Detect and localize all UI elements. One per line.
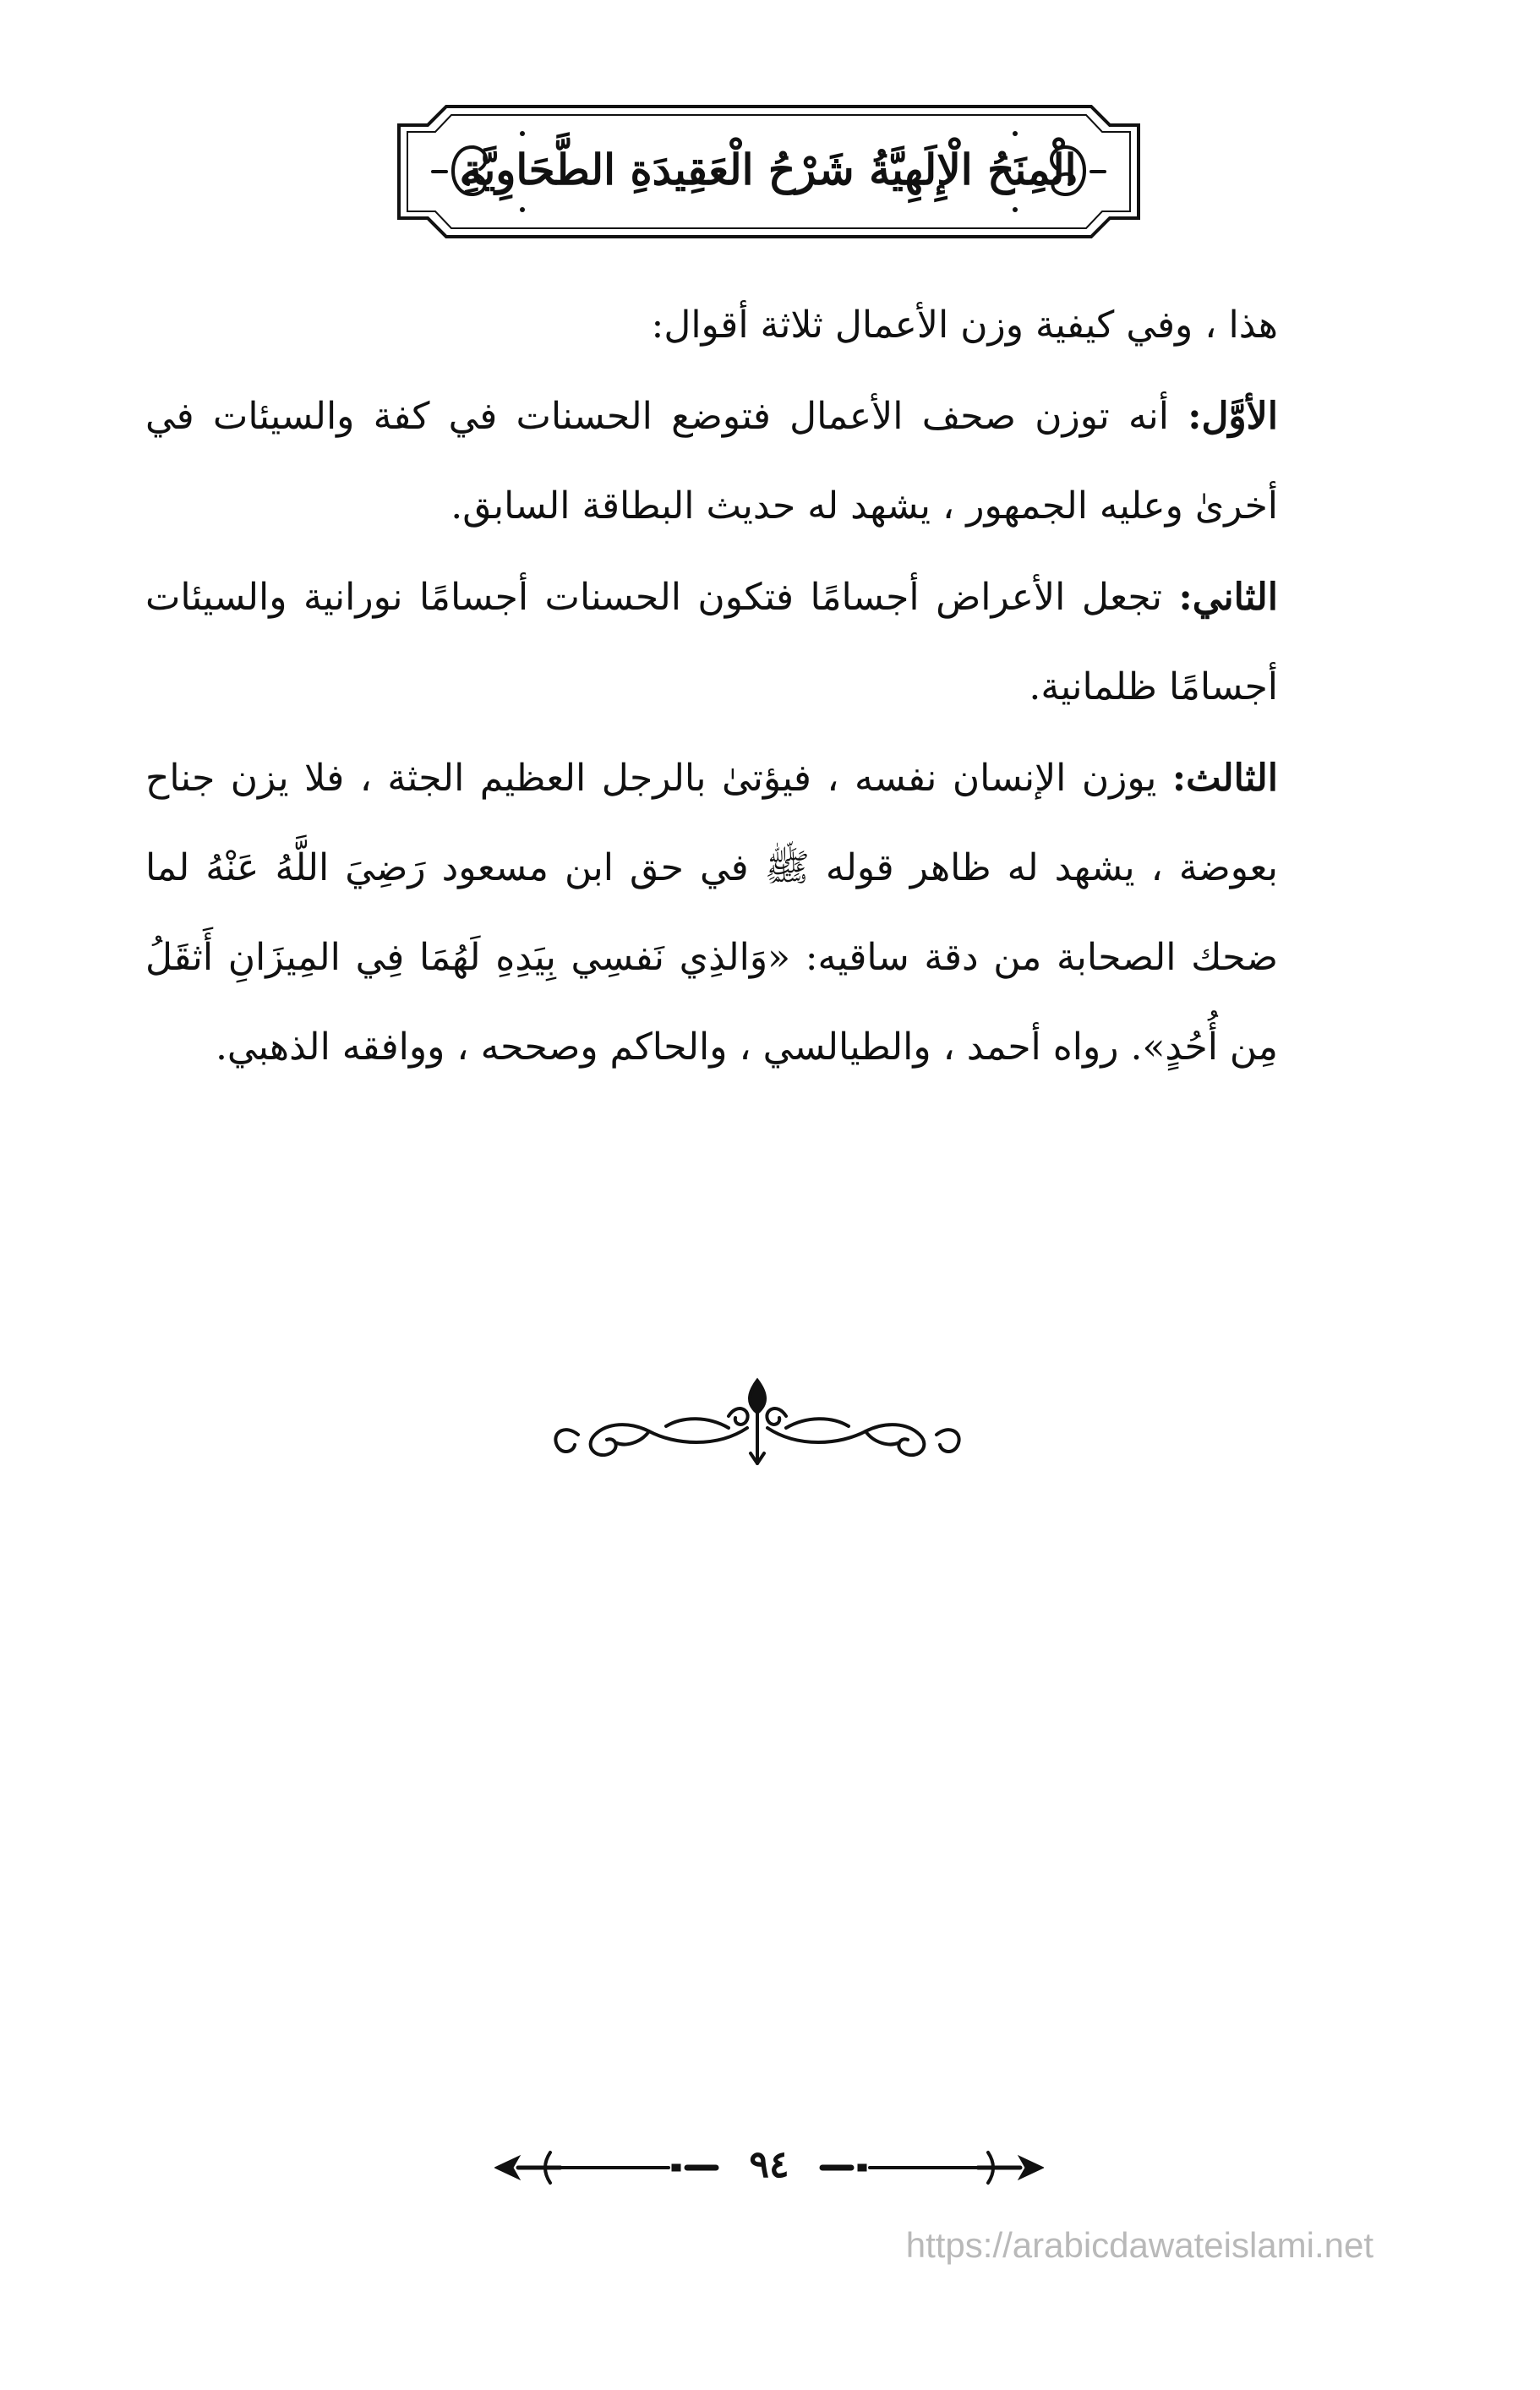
intro-text: هذا ، وفي كيفية وزن الأعمال ثلاثة أقوال:: [651, 304, 1278, 347]
third-opinion-term: الثالث:: [1171, 757, 1278, 800]
second-opinion-term: الثاني:: [1178, 576, 1278, 619]
second-opinion-paragraph: [145, 553, 1278, 732]
source-watermark: https://arabicdawateislami.net: [905, 2225, 1373, 2265]
third-opinion-text: يوزن الإنسان نفسه ، فيؤتىٰ بالرجل العظيم الجثة ، فلا يزن جناح بعوضة ، يشهد له ظاهر قوله ﷺ في حق ابن مسعود رَضِيَ اللَّهُ عَنْهُ لما ضحك الصحابة من دقة ساقيه: «وَالذِي نَفسِي بِيَدِهِ لَهُمَا فِي المِيزَانِ أَثقَلُ مِن أُحُدٍ». رواه أحمد ، والطيالسي ، والحاكم وصححه ، ووافقه الذهبي.: [145, 757, 1278, 1069]
page-body: [145, 281, 1278, 1094]
section-divider-ornament: [548, 1365, 967, 1475]
header-frame: [396, 103, 1142, 240]
book-title: الْمِنَحُ الْإِلَهِيَّةُ شَرْحُ الْعَقِيدَةِ الطَّحَاوِيَّةِ: [461, 145, 1077, 194]
intro-paragraph: [145, 281, 1278, 370]
page-number: ٩٤: [749, 2143, 789, 2186]
first-opinion-text: أنه توزن صحف الأعمال فتوضع الحسنات في كفة والسيئات في أخرىٰ وعليه الجمهور ، يشهد له حديث البطاقة السابق.: [145, 395, 1278, 528]
second-opinion-text: تجعل الأعراض أجسامًا فتكون الحسنات أجسامًا نورانية والسيئات أجسامًا ظلمانية.: [145, 576, 1278, 708]
third-opinion-paragraph: [145, 734, 1278, 1092]
first-opinion-term: الأوَّل:: [1188, 395, 1278, 438]
first-opinion-paragraph: [145, 372, 1278, 551]
page-footer: [494, 2130, 1044, 2207]
